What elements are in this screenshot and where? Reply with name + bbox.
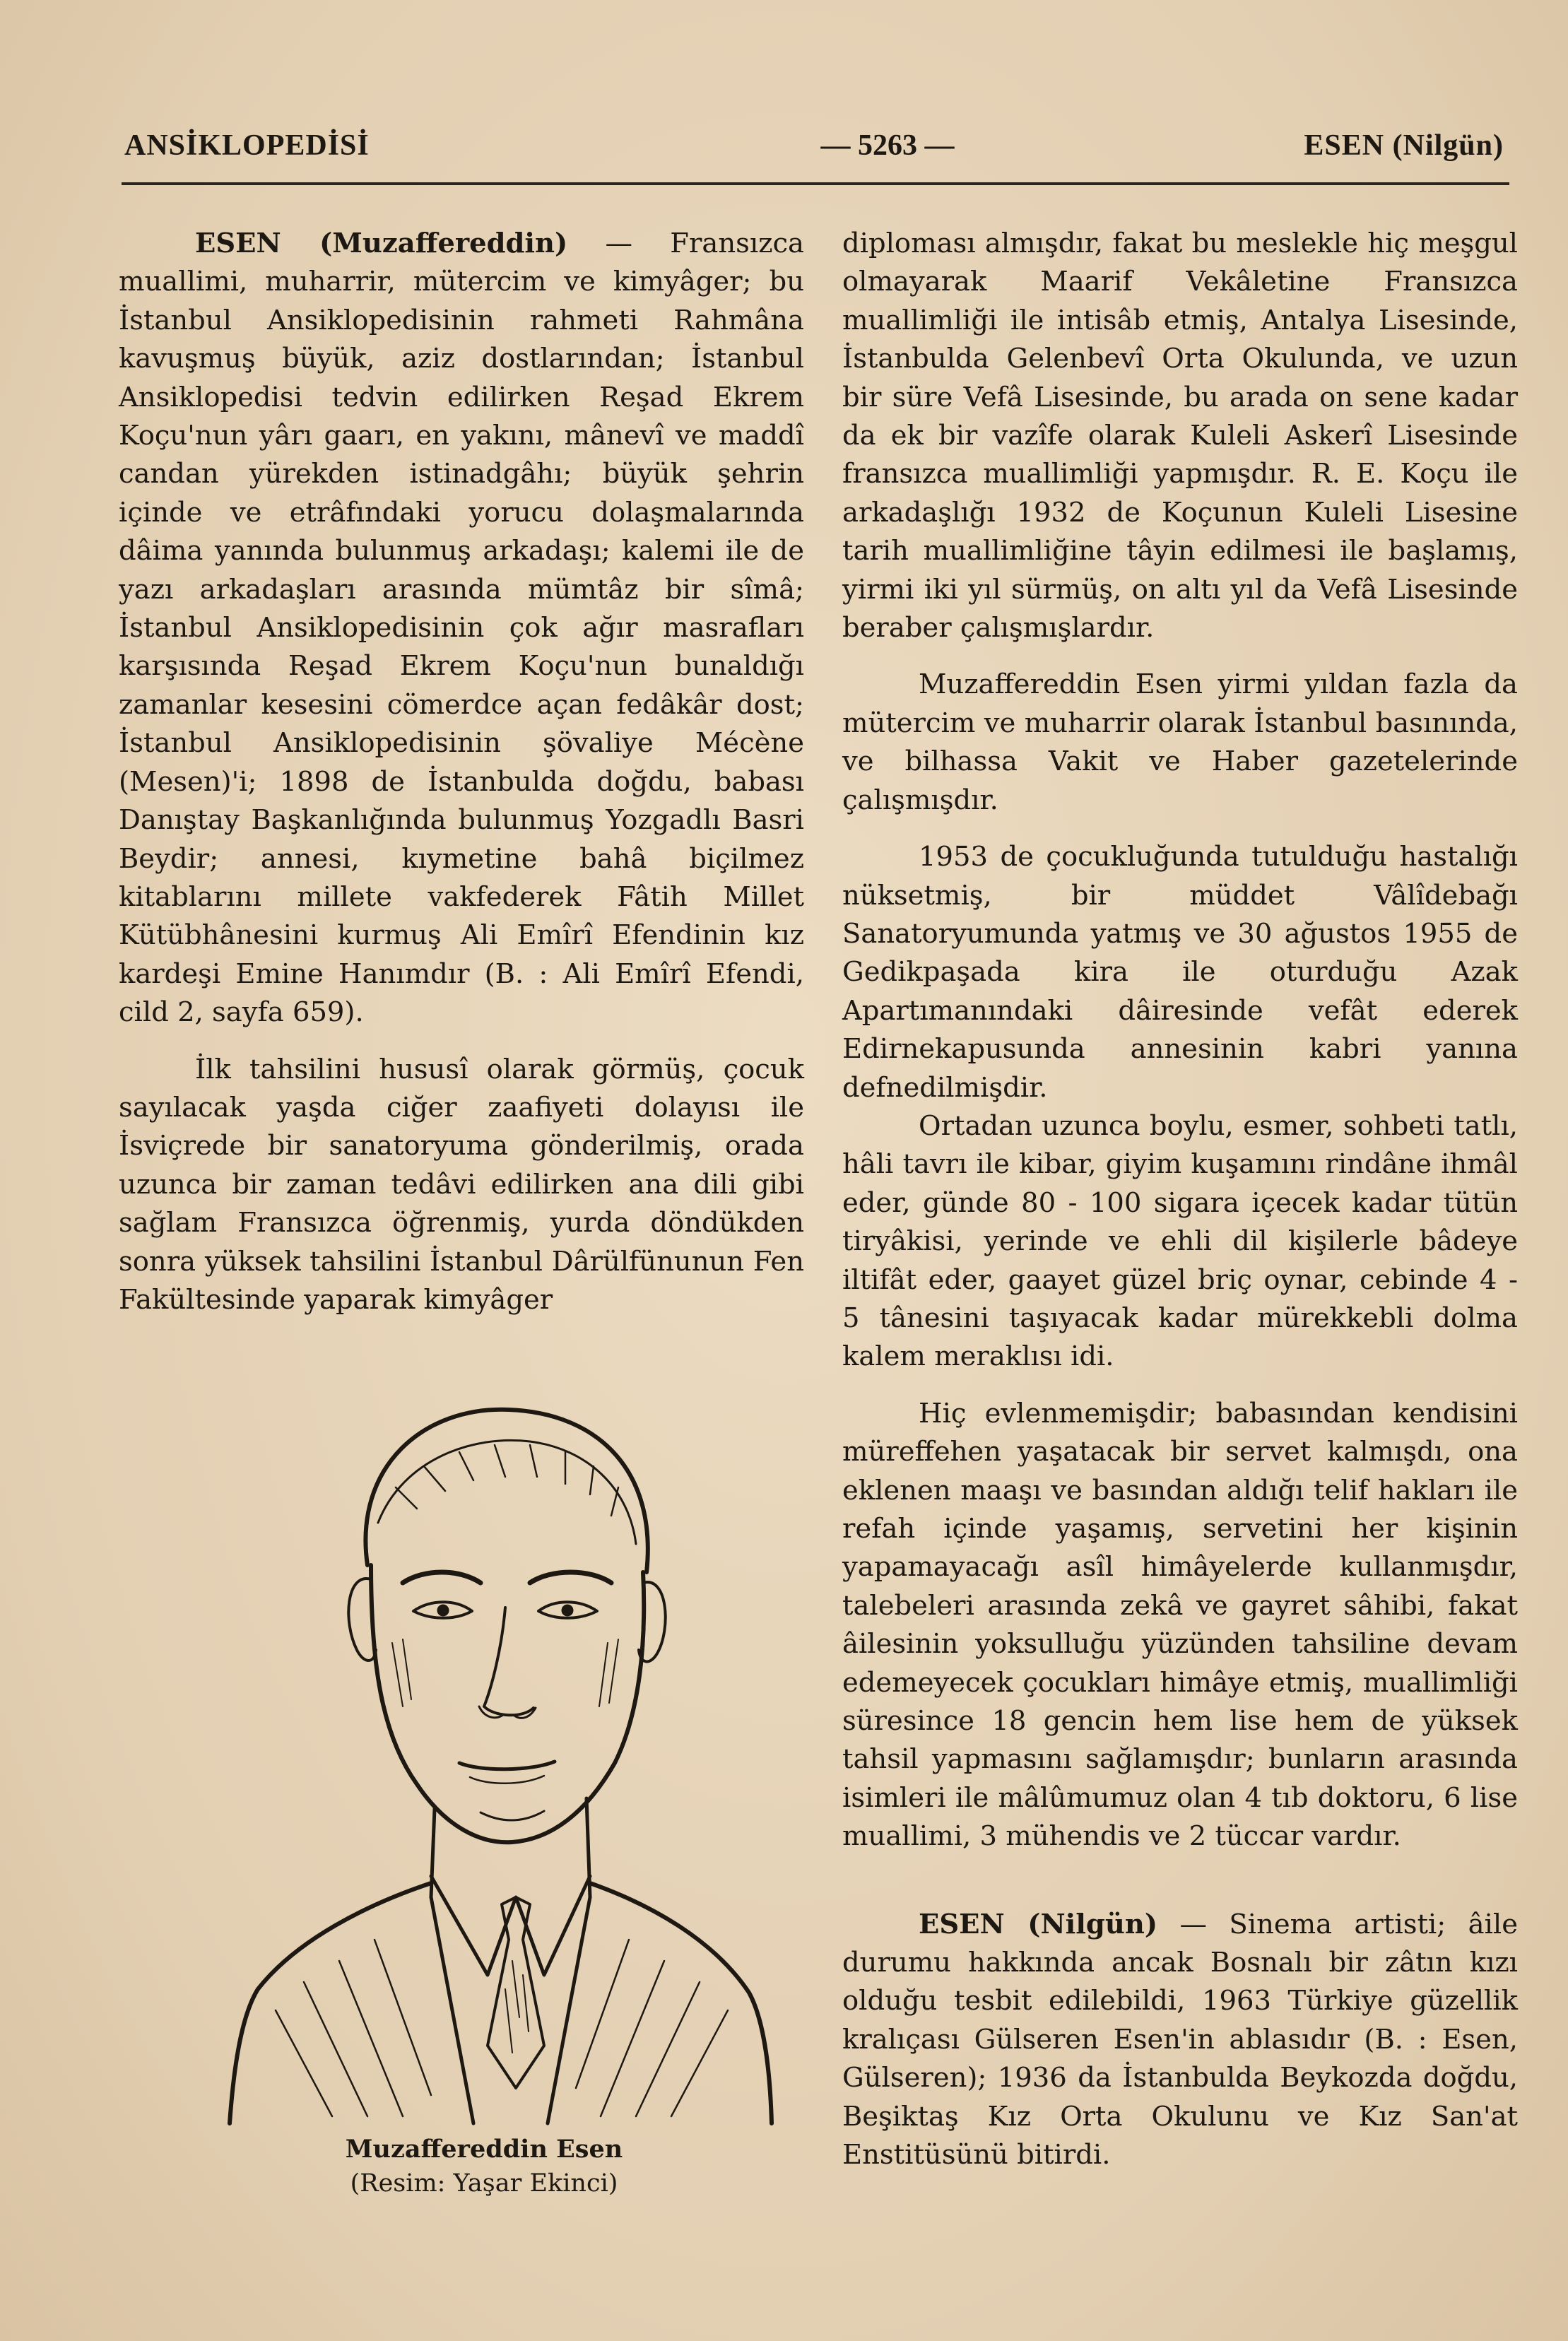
header-divider	[122, 182, 1509, 185]
header-title: ANSİKLOPEDİSİ	[124, 129, 370, 162]
paragraph: diploması almışdır, fakat bu meslekle hiç meşgul olmayarak Maarif Vekâletine Fransızca muallimliği ile intisâb etmiş, Antalya Lisesinde, İstanbulda Gelenbevî Orta Okulunda, ve uzun bir süre Vefâ Lisesinde, bu arada on sene kadar da ek bir vazîfe olarak Kuleli Askerî Lisesinde fransızca muallimliği yapmışdır. R. E. Koçu ile arkadaşlığı 1932 de Koçunun Kuleli Lisesine tarih muallimliğine tâyin edilmesi ile başlamış, yirmi iki yıl sürmüş, on altı yıl da Vefâ Lisesinde beraber çalışmışlardır.	[842, 228, 1518, 644]
page-number: — 5263 —	[820, 129, 955, 162]
caption-name: Muzaffereddin Esen	[345, 2135, 623, 2164]
entry-esen-nilgun	[842, 1906, 1518, 2175]
entry-text: — Fransızca muallimi, muharrir, mütercim ve kimyâger; bu İstanbul Ansiklopedisinin rahmeti Rahmâna kavuşmuş büyük, aziz dostlarından; İstanbul Ansiklopedisi tedvin edilirken Reşad Ekrem Koçu'nun yârı gaarı, en yakını, mânevî ve maddî candan yürekden istinadgâhı; büyük şehrin içinde ve etrâfındaki yorucu dolaşmalarında dâima yanında bulunmuş arkadaşı; kalemi ile de yazı arkadaşları arasında mümtâz bir sîmâ; İstanbul Ansiklopedisinin çok ağır masrafları karşısında Reşad Ekrem Koçu'nun bunaldığı zamanlar kesesini cömerdce açan fedâkâr dost; İstanbul Ansiklopedisinin şövaliye Mécène (Mesen)'i; 1898 de İstanbulda doğdu, babası Danıştay Başkanlığında bulunmuş Yozgadlı Basri Beydir; annesi, kıymetine bahâ biçilmez kitablarını millete vakfederek Fâtih Millet Kütübhânesini kurmuş Ali Emîrî Efendinin kız kardeşi Emine Hanımdır (B. : Ali Emîrî Efendi, cild 2, sayfa 659).	[119, 228, 804, 1029]
paragraph: Hiç evlenmemişdir; babasından kendisini müreffehen yaşatacak bir servet kalmışdı, ona eklenen maaşı ve basından aldığı telif hakları ile refah içinde yaşamış, servetini her kişinin yapamayacağı asîl himâyelerde kullanmışdır, talebeleri arasında zekâ ve gayret sâhibi, fakat âilesinin yoksulluğu yüzünden tahsiline devam edemeyecek çocukları himâye etmiş, muallimliği süresince 18 gencin hem lise hem de yüksek tahsil yapmasını sağlamışdır; bunların arasında isimleri ile mâlûmumuz olan 4 tıb doktoru, 6 lise muallimi, 3 mühendis ve 2 tüccar vardır.	[842, 1397, 1518, 1853]
portrait-caption	[191, 2133, 777, 2200]
paragraph: Muzaffereddin Esen yirmi yıldan fazla da mütercim ve muharrir olarak İstanbul basınında, ve bilhassa Vakit ve Haber gazetelerinde çalışmışdır.	[842, 668, 1518, 816]
right-column	[842, 225, 1518, 2175]
header-entry-range: ESEN (Nilgün)	[1304, 129, 1504, 162]
paragraph: Ortadan uzunca boylu, esmer, sohbeti tatlı, hâli tavrı ile kibar, giyim kuşamını rindâne ihmâl eder, günde 80 - 100 sigara içecek kadar tütün tiryâkisi, yerinde ve ehli dil kişilerle bâdeye iltifât eder, gaayet güzel briç oynar, cebinde 4 - 5 tânesini taşıyacak kadar mürekkebli dolma kalem meraklısı idi.	[842, 1109, 1518, 1373]
page-header	[124, 129, 1504, 171]
entry-esen-muzaffereddin	[119, 225, 804, 1032]
left-column	[119, 225, 804, 1319]
entry-text: — Sinema artisti; âile durumu hakkında ancak Bosnalı bir zâtın kızı olduğu tesbit edilebildi, 1963 Türkiye güzellik kralıçası Gülseren Esen'in ablasıdır (B. : Esen, Gülseren); 1936 da İstanbulda Beykozda doğdu, Beşiktaş Kız Orta Okulunu ve Kız San'at Enstitüsünü bitirdi.	[842, 1908, 1519, 2171]
entry-headword: ESEN (Muzaffereddin)	[195, 228, 568, 259]
paragraph: İlk tahsilini hususî olarak görmüş, çocuk sayılacak yaşda ciğer zaafiyeti dolayısı ile İsviçrede bir sanatoryuma gönderilmiş, orada uzunca bir zaman tedâvi edilirken ana dili gibi sağlam Fransızca öğrenmiş, yurda döndükden sonra yüksek tahsilini İstanbul Dârülfünunun Fen Fakültesinde yaparak kimyâger	[119, 1053, 804, 1316]
entry-headword: ESEN (Nilgün)	[919, 1908, 1158, 1940]
caption-credit: (Resim: Yaşar Ekinci)	[350, 2169, 618, 2198]
paragraph: 1953 de çocukluğunda tutulduğu hastalığı nüksetmiş, bir müddet Vâlîdebağı Sanatoryumunda yatmış ve 30 ağustos 1955 de Gedikpaşada kira ile oturduğu Azak Apartımanındaki dâiresinde vefât ederek Edirnekapusunda annesinin kabri yanına defnedilmişdir.	[842, 841, 1518, 1104]
portrait-sketch-icon	[191, 1339, 777, 2130]
